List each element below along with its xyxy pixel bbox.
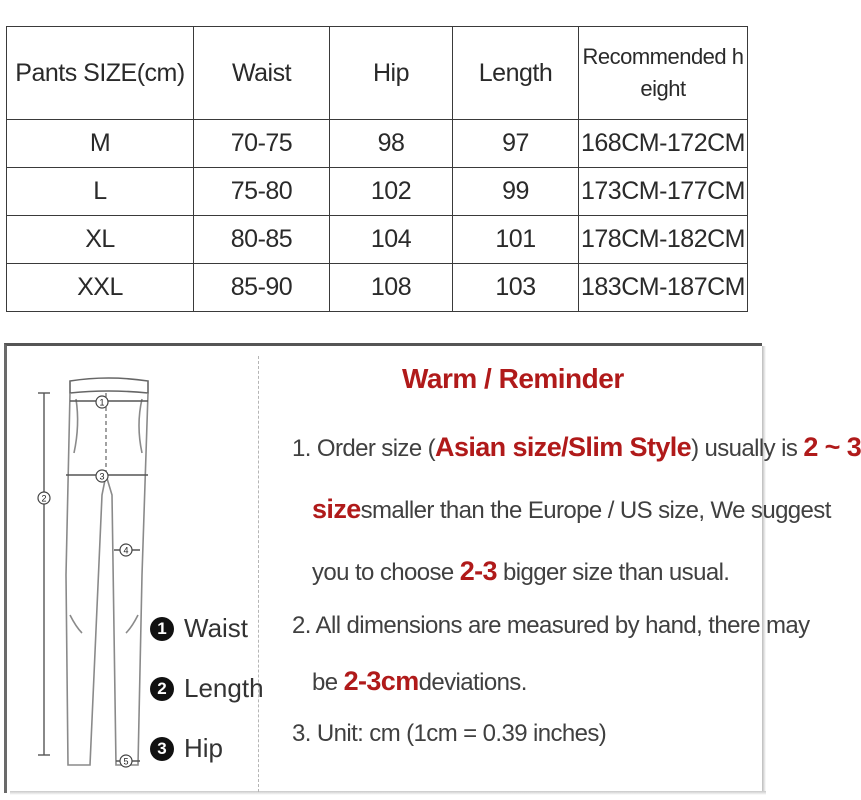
legend-item-length [150, 673, 264, 704]
cell-hip: 108 [330, 264, 453, 312]
highlight-deviation: 2-3cm [343, 666, 419, 696]
legend-label: Hip [184, 733, 224, 763]
note-text: bigger size than usual. [496, 559, 730, 586]
reminder-title: Warm / Reminder [402, 363, 624, 394]
cell-hip: 98 [330, 120, 453, 168]
number-1-icon: 1 [150, 617, 174, 641]
note-3: 3. Unit: cm (1cm = 0.39 inches) [292, 720, 607, 747]
note-text: be [312, 669, 344, 696]
cell-length: 103 [453, 264, 579, 312]
cell-length: 99 [453, 168, 579, 216]
legend-item-hip [150, 733, 223, 764]
cell-length: 97 [453, 120, 579, 168]
cell-size: L [7, 168, 194, 216]
cell-waist: 70-75 [194, 120, 330, 168]
cell-size: M [7, 120, 194, 168]
legend-label: Waist [184, 613, 249, 643]
header-hip: Hip [330, 27, 453, 120]
reminder-notes [292, 0, 861, 800]
cell-waist: 75-80 [194, 168, 330, 216]
header-pants-size: Pants SIZE(cm) [7, 27, 194, 120]
note-1-line-2 [312, 494, 831, 525]
cell-length: 101 [453, 216, 579, 264]
highlight-range: 2 ~ 3 [803, 432, 861, 462]
cell-height: 173CM-177CM [579, 168, 748, 216]
cell-size: XXL [7, 264, 194, 312]
highlight-asian-size: Asian size/Slim Style [435, 432, 692, 462]
cell-hip: 102 [330, 168, 453, 216]
cell-hip: 104 [330, 216, 453, 264]
legend-label: Length [184, 673, 264, 703]
panel-divider [258, 356, 259, 792]
header-length: Length [453, 27, 579, 120]
pants-diagram [30, 365, 155, 775]
highlight-size: size [312, 494, 361, 524]
note-text: you to choose [312, 559, 460, 586]
cell-size: XL [7, 216, 194, 264]
highlight-bigger: 2-3 [459, 556, 497, 586]
panel-shadow [762, 346, 766, 793]
note-2-line-2 [312, 666, 527, 697]
cell-height: 183CM-187CM [579, 264, 748, 312]
cell-height: 168CM-172CM [579, 120, 748, 168]
note-1-line-3 [312, 556, 729, 587]
note-2-line-1: 2. All dimensions are measured by hand, there may [292, 612, 810, 639]
number-3-icon: 3 [150, 737, 174, 761]
marker-3: 3 [99, 471, 105, 482]
number-2-icon: 2 [150, 677, 174, 701]
marker-4: 4 [123, 545, 129, 556]
note-text: deviations. [418, 669, 527, 696]
note-1-line-1 [292, 432, 861, 463]
marker-5: 5 [123, 756, 129, 767]
header-waist: Waist [194, 27, 330, 120]
marker-1: 1 [99, 397, 105, 408]
header-recommended-height: Recommended height [579, 27, 748, 120]
legend-item-waist [150, 613, 248, 644]
cell-waist: 80-85 [194, 216, 330, 264]
note-text: smaller than the Europe / US size, We suggest [360, 497, 831, 524]
note-text: 1. Order size ( [292, 435, 436, 462]
note-text: ) usually is [691, 435, 804, 462]
marker-2: 2 [41, 493, 47, 504]
cell-waist: 85-90 [194, 264, 330, 312]
cell-height: 178CM-182CM [579, 216, 748, 264]
